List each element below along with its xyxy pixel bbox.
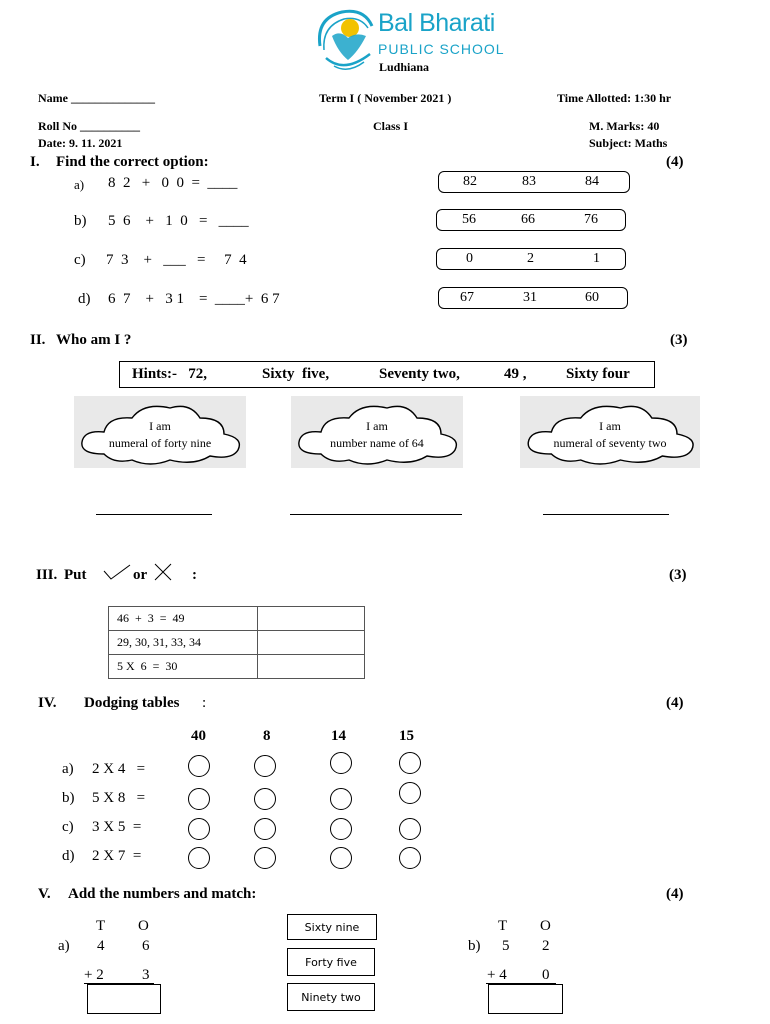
q4a-expression: 2 X 4 = [92, 761, 146, 777]
cloud-2-line1: I am [366, 419, 388, 433]
section-3-marks: (3) [669, 567, 687, 583]
sum-a-answer-box[interactable] [87, 984, 161, 1014]
section-3-colon: : [192, 567, 197, 583]
answer-cell-3[interactable] [258, 655, 365, 679]
table-row [109, 631, 365, 655]
q1c-option-1[interactable]: 0 [466, 251, 473, 266]
q1a-label: a) [74, 177, 85, 192]
time-label: Time Allotted: 1:30 hr [557, 91, 672, 105]
cloud-1-line1: I am [149, 419, 171, 433]
section-3-number: III. [36, 567, 58, 583]
term-label: Term I ( November 2021 ) [319, 91, 452, 105]
q4c-choice-8[interactable] [254, 818, 276, 840]
cloud-2-line2: number name of 64 [330, 436, 424, 450]
answer-line-3[interactable] [543, 514, 669, 515]
q4d-choice-14[interactable] [330, 847, 352, 869]
date-label: Date: 9. 11. 2021 [38, 136, 123, 150]
sum-a-n2-tens: + 2 [84, 967, 104, 983]
answer-cell-1[interactable] [258, 607, 365, 631]
hints-box [119, 361, 655, 388]
sum-a-n1-tens: 4 [97, 938, 105, 954]
section-4-colon: : [202, 695, 207, 711]
cloud-1-line2: numeral of forty nine [108, 436, 212, 450]
sum-b-n1-tens: 5 [502, 938, 510, 954]
q1c-option-3[interactable]: 1 [593, 251, 600, 266]
cross-icon [153, 562, 173, 582]
sum-a-n2-ones: 3 [142, 967, 150, 983]
q1c-option-2[interactable]: 2 [527, 251, 534, 266]
roll-field: Roll No __________ [38, 119, 140, 133]
sum-a-ones-header: O [138, 918, 149, 934]
school-logo [314, 6, 376, 76]
q1a-options [438, 171, 630, 193]
answer-cell-2[interactable] [258, 631, 365, 655]
q1a-option-1[interactable]: 82 [463, 174, 477, 189]
column-15: 15 [399, 728, 414, 744]
marks-label: M. Marks: 40 [589, 119, 660, 133]
q4c-choice-14[interactable] [330, 818, 352, 840]
q4a-label: a) [62, 761, 74, 777]
q4c-choice-15[interactable] [399, 818, 421, 840]
q4d-choice-15[interactable] [399, 847, 421, 869]
q4b-expression: 5 X 8 = [92, 790, 146, 806]
q1b-option-2[interactable]: 66 [521, 212, 535, 227]
subject-label: Subject: Maths [589, 136, 668, 150]
answer-line-2[interactable] [290, 514, 462, 515]
section-4-number: IV. [38, 695, 57, 711]
q4c-choice-40[interactable] [188, 818, 210, 840]
statement-2: 29, 30, 31, 33, 34 [109, 631, 258, 655]
hint-3: Seventy two, [379, 366, 460, 382]
q1a-option-3[interactable]: 84 [585, 174, 599, 189]
q4b-choice-15[interactable] [399, 782, 421, 804]
q1b-options [436, 209, 626, 231]
cloud-3-line2: numeral of seventy two [553, 436, 667, 450]
name-field: Name ______________ [38, 91, 155, 105]
section-1-number: I. [30, 154, 40, 170]
sum-b-n2-ones: 0 [542, 967, 550, 983]
match-ninety-two[interactable]: Ninety two [287, 983, 375, 1011]
q1b-label: b) [74, 213, 87, 229]
q1c-options [436, 248, 626, 270]
school-name: Bal Bharati [378, 9, 495, 37]
sum-b-n1-ones: 2 [542, 938, 550, 954]
q4a-choice-40[interactable] [188, 755, 210, 777]
section-2-title: Who am I ? [56, 332, 132, 348]
q1d-options [438, 287, 628, 309]
section-4-title: Dodging tables [84, 695, 180, 711]
q1c-expression: 7 3 + ___ = 7 4 [106, 252, 247, 268]
q1b-option-1[interactable]: 56 [462, 212, 476, 227]
q4c-label: c) [62, 819, 74, 835]
true-false-table [108, 606, 365, 679]
q4b-choice-14[interactable] [330, 788, 352, 810]
q1d-expression: 6 7 + 3 1 = ____+ 6 7 [108, 291, 280, 307]
column-8: 8 [263, 728, 271, 744]
sum-a-tens-header: T [96, 918, 106, 934]
sum-b-n2-tens: + 4 [487, 967, 507, 983]
table-row [109, 607, 365, 631]
q4d-label: d) [62, 848, 75, 864]
cloud-3-line1: I am [599, 419, 621, 433]
answer-line-1[interactable] [96, 514, 212, 515]
class-label: Class I [373, 119, 409, 133]
q4c-expression: 3 X 5 = [92, 819, 142, 835]
hint-5: Sixty four [566, 366, 630, 382]
section-5-marks: (4) [666, 886, 684, 902]
q4a-choice-8[interactable] [254, 755, 276, 777]
q1b-option-3[interactable]: 76 [584, 212, 598, 227]
q4d-choice-40[interactable] [188, 847, 210, 869]
sum-a-n1-ones: 6 [142, 938, 150, 954]
q4b-label: b) [62, 790, 75, 806]
section-5-title: Add the numbers and match: [68, 886, 257, 902]
sum-b-tens-header: T [498, 918, 508, 934]
section-5-number: V. [38, 886, 51, 902]
hint-2: Sixty five, [262, 366, 330, 382]
sum-b-label: b) [468, 938, 481, 954]
sum-b-answer-box[interactable] [488, 984, 563, 1014]
tick-icon [102, 562, 132, 582]
statement-3: 5 X 6 = 30 [109, 655, 258, 679]
match-forty-five[interactable]: Forty five [287, 948, 375, 976]
table-row [109, 655, 365, 679]
q1a-option-2[interactable]: 83 [522, 174, 536, 189]
q4a-choice-15[interactable] [399, 752, 421, 774]
section-1-marks: (4) [666, 154, 684, 170]
q4b-choice-40[interactable] [188, 788, 210, 810]
statement-1: 46 + 3 = 49 [109, 607, 258, 631]
q1d-label: d) [78, 291, 91, 307]
section-3-title: Put [64, 567, 87, 583]
section-2-number: II. [30, 332, 46, 348]
section-2-marks: (3) [670, 332, 688, 348]
column-40: 40 [191, 728, 206, 744]
sum-a-label: a) [58, 938, 70, 954]
q4b-choice-8[interactable] [254, 788, 276, 810]
sum-b-ones-header: O [540, 918, 551, 934]
match-sixty-nine[interactable]: Sixty nine [287, 914, 377, 940]
q4d-expression: 2 X 7 = [92, 848, 142, 864]
section-4-marks: (4) [666, 695, 684, 711]
q4d-choice-8[interactable] [254, 847, 276, 869]
column-14: 14 [331, 728, 346, 744]
q1d-option-3[interactable]: 60 [585, 290, 599, 305]
school-city: Ludhiana [379, 60, 430, 74]
q1a-expression: 8 2 + 0 0 = ____ [108, 175, 238, 191]
section-1-title: Find the correct option: [56, 154, 209, 170]
q1d-option-1[interactable]: 67 [460, 290, 474, 305]
school-subtitle: PUBLIC SCHOOL [378, 41, 505, 57]
or-label: or [133, 567, 148, 583]
q1c-label: c) [74, 252, 86, 268]
q1d-option-2[interactable]: 31 [523, 290, 537, 305]
q4a-choice-14[interactable] [330, 752, 352, 774]
q1b-expression: 5 6 + 1 0 = ____ [108, 213, 249, 229]
hint-1: Hints:- 72, [132, 366, 207, 382]
hint-4: 49 , [504, 366, 527, 382]
